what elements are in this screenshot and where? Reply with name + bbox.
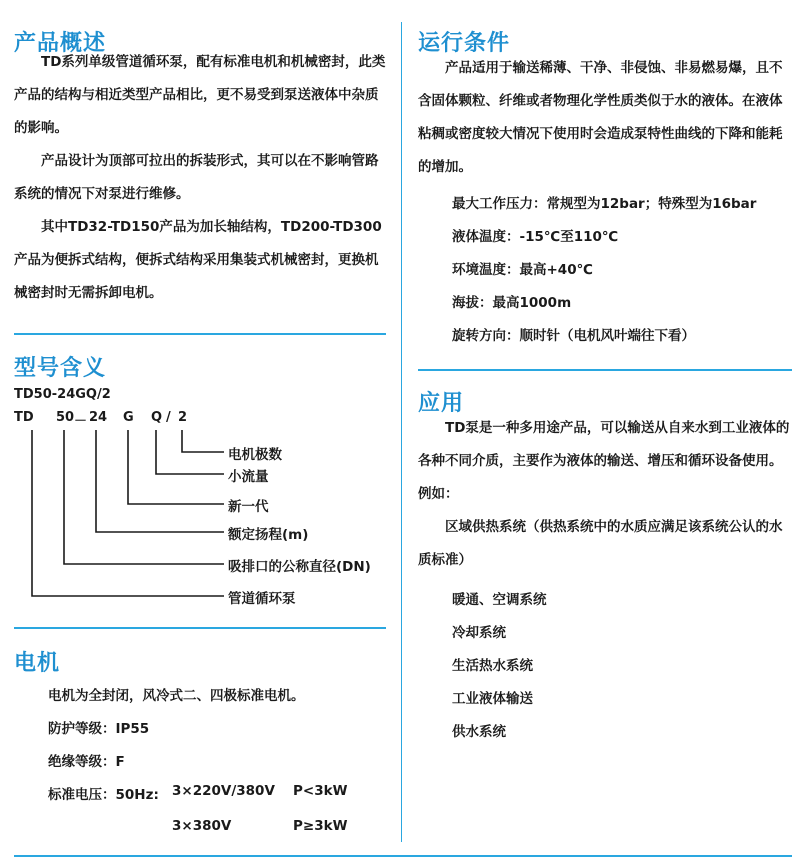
label-motor-poles: 电机极数 bbox=[228, 447, 282, 463]
motor-voltage-label: 标准电压：50Hz: bbox=[48, 787, 159, 803]
conditions-pressure: 最大工作压力：常规型为12bar；特殊型为16bar bbox=[452, 196, 757, 212]
conditions-title: 运行条件 bbox=[418, 31, 511, 56]
conditions-text bbox=[418, 52, 792, 184]
label-rated-head: 额定扬程(m) bbox=[228, 527, 309, 543]
bottom-rule bbox=[14, 855, 792, 857]
conditions-env-temp: 环境温度：最高+40℃ bbox=[452, 262, 593, 278]
application-item: 供水系统 bbox=[452, 724, 506, 740]
code-dash: － bbox=[74, 414, 88, 429]
label-nominal-diameter: 吸排口的公称直径(DN) bbox=[228, 559, 371, 575]
application-district-heating: 区域供热系统（供热系统中的水质应满足该系统公认的水质标准） bbox=[418, 519, 783, 568]
overview-paragraph-1: TD系列单级管道循环泵，配有标准电机和机械密封，此类产品的结构与相近类型产品相比，更不易受到泵送液体中杂质的影响。 bbox=[14, 54, 386, 136]
application-item: 生活热水系统 bbox=[452, 658, 533, 674]
conditions-liquid-temp: 液体温度：-15℃至110℃ bbox=[452, 229, 619, 245]
motor-title: 电机 bbox=[14, 651, 61, 676]
code-24: 24 bbox=[89, 410, 108, 425]
motor-power-1: P<3kW bbox=[293, 783, 348, 799]
diagram-lines bbox=[14, 408, 386, 608]
motor-voltage-1: 3×220V/380V bbox=[172, 783, 275, 799]
motor-insulation: 绝缘等级：F bbox=[48, 754, 125, 770]
label-small-flow: 小流量 bbox=[228, 469, 269, 485]
overview-text bbox=[14, 46, 386, 310]
conditions-intro: 产品适用于输送稀薄、干净、非侵蚀、非易燃易爆，且不含固体颗粒、纤维或者物理化学性质类似于水的液体。在液体粘稠或密度较大情况下使用时会造成泵特性曲线的下降和能耗的增加。 bbox=[418, 60, 783, 175]
application-intro: TD泵是一种多用途产品，可以输送从自来水到工业液体的各种不同介质，主要作为液体的输送、增压和循环设备使用。例如： bbox=[418, 420, 790, 502]
overview-paragraph-2: 产品设计为顶部可拉出的拆装形式，其可以在不影响管路系统的情况下对泵进行维修。 bbox=[14, 153, 379, 202]
code-2: 2 bbox=[178, 410, 188, 425]
application-title: 应用 bbox=[418, 391, 465, 416]
application-item: 暖通、空调系统 bbox=[452, 592, 547, 608]
motor-description: 电机为全封闭，风冷式二、四极标准电机。 bbox=[48, 688, 305, 704]
conditions-rotation: 旋转方向：顺时针（电机风叶端往下看） bbox=[452, 328, 695, 344]
section-rule bbox=[418, 369, 792, 371]
motor-protection: 防护等级：IP55 bbox=[48, 721, 150, 737]
application-text bbox=[418, 412, 792, 577]
overview-title: 产品概述 bbox=[14, 31, 107, 56]
model-title: 型号含义 bbox=[14, 356, 107, 381]
model-example: TD50-24GQ/2 bbox=[14, 387, 111, 402]
section-rule bbox=[14, 333, 386, 335]
application-item: 冷却系统 bbox=[452, 625, 506, 641]
section-rule bbox=[14, 627, 386, 629]
model-diagram bbox=[14, 408, 386, 608]
application-item: 工业液体输送 bbox=[452, 691, 533, 707]
overview-paragraph-3: 其中TD32-TD150产品为加长轴结构，TD200-TD300产品为便拆式结构，便拆式结构采用集装式机械密封，更换机械密封时无需拆卸电机。 bbox=[14, 219, 382, 301]
column-divider bbox=[401, 22, 402, 842]
motor-power-2: P≥3kW bbox=[293, 818, 348, 834]
code-slash: / bbox=[166, 410, 171, 425]
label-pipeline-pump: 管道循环泵 bbox=[228, 591, 296, 607]
conditions-altitude: 海拔：最高1000m bbox=[452, 295, 572, 311]
code-g: G bbox=[123, 410, 134, 425]
code-td: TD bbox=[14, 410, 34, 425]
motor-voltage-2: 3×380V bbox=[172, 818, 232, 834]
code-50: 50 bbox=[56, 410, 75, 425]
label-new-generation: 新一代 bbox=[228, 499, 269, 515]
code-q: Q bbox=[151, 410, 163, 425]
